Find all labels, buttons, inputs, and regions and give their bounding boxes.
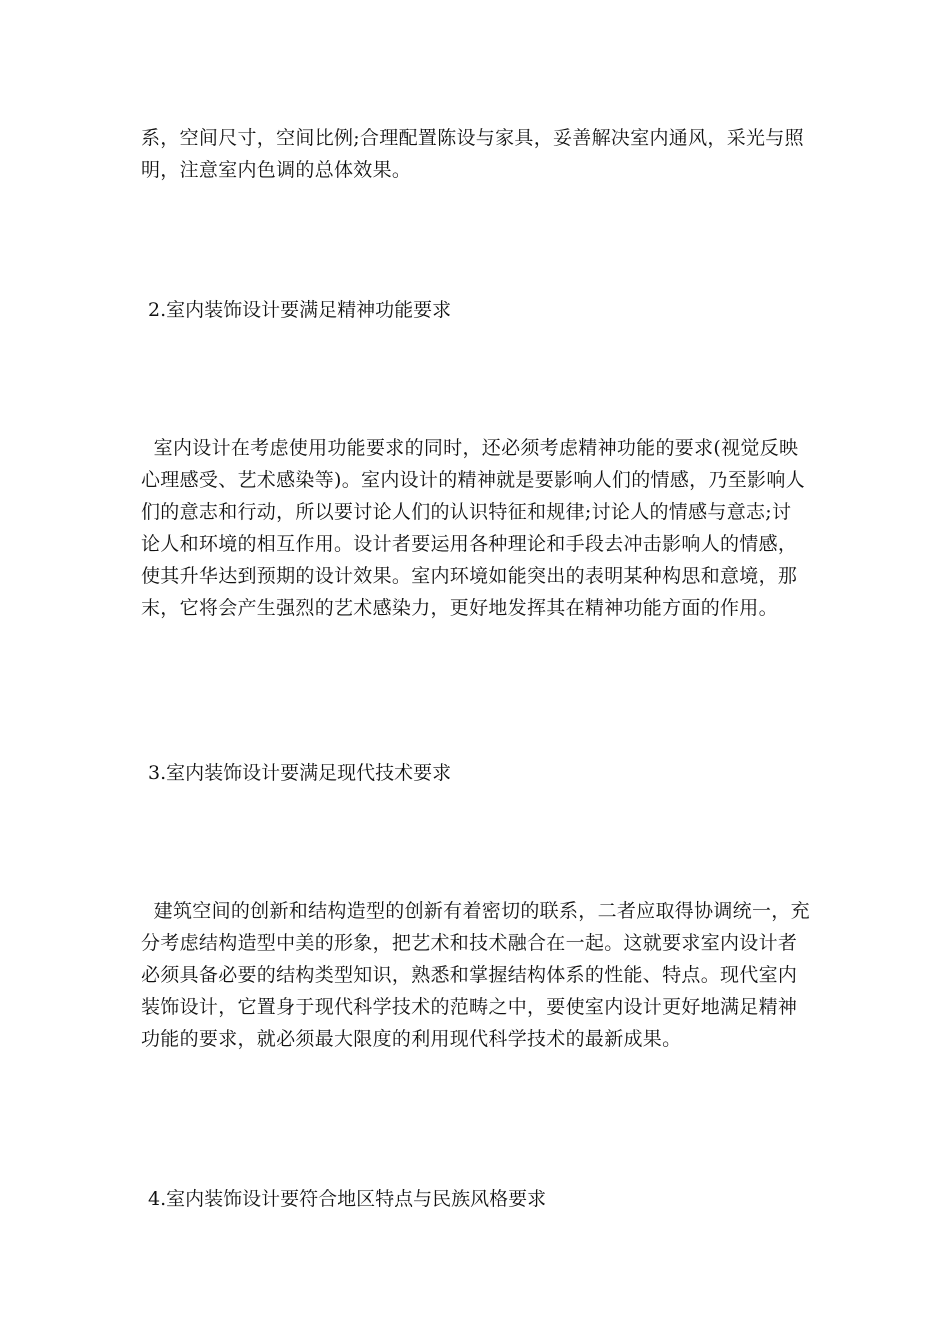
paragraph-line: 们的意志和行动，所以要讨论人们的认识特征和规律;讨论人的情感与意志;讨	[141, 501, 792, 523]
paragraph-3	[141, 895, 817, 1055]
paragraph-line: 分考虑结构造型中美的形象，把艺术和技术融合在一起。这就要求室内设计者	[141, 932, 798, 954]
paragraph-2	[141, 432, 817, 624]
paragraph-line: 必须具备必要的结构类型知识，熟悉和掌握结构体系的性能、特点。现代室内	[141, 964, 798, 986]
paragraph-1	[141, 122, 817, 186]
paragraph-line: 系，空间尺寸，空间比例;合理配置陈设与家具，妥善解决室内通风，采光与照	[141, 127, 804, 149]
paragraph-line: 论人和环境的相互作用。设计者要运用各种理论和手段去冲击影响人的情感，	[141, 533, 798, 555]
section-heading-4: 4.室内装饰设计要符合地区特点与民族风格要求	[148, 1188, 547, 1210]
paragraph-line: 室内设计在考虑使用功能要求的同时，还必须考虑精神功能的要求(视觉反映	[141, 437, 799, 459]
paragraph-line: 功能的要求，就必须最大限度的利用现代科学技术的最新成果。	[141, 1028, 682, 1050]
paragraph-line: 心理感受、艺术感染等)。室内设计的精神就是要影响人们的情感，乃至影响人	[141, 469, 805, 491]
section-heading-3: 3.室内装饰设计要满足现代技术要求	[148, 762, 452, 784]
paragraph-line: 建筑空间的创新和结构造型的创新有着密切的联系，二者应取得协调统一，充	[141, 900, 810, 922]
paragraph-line: 装饰设计，它置身于现代科学技术的范畴之中，要使室内设计更好地满足精神	[141, 996, 798, 1018]
paragraph-line: 明，注意室内色调的总体效果。	[141, 159, 412, 181]
paragraph-line: 末，它将会产生强烈的艺术感染力，更好地发挥其在精神功能方面的作用。	[141, 597, 778, 619]
paragraph-line: 使其升华达到预期的设计效果。室内环境如能突出的表明某种构思和意境，那	[141, 565, 798, 587]
section-heading-2: 2.室内装饰设计要满足精神功能要求	[148, 299, 452, 321]
